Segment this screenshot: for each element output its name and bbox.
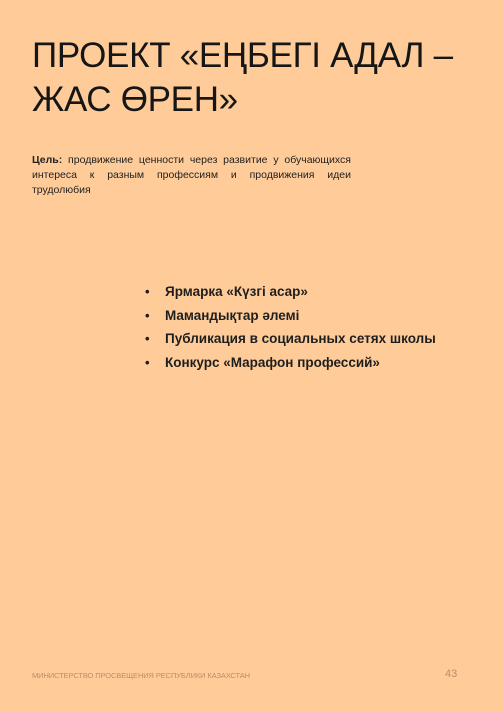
page-title-line-2: ЖАС ӨРЕН» [32, 80, 238, 119]
page-title [32, 34, 482, 122]
list-item-label: Публикация в социальных сетях школы [165, 331, 436, 346]
list-item-label: Ярмарка «Күзгі асар» [165, 284, 308, 299]
project-events-list [143, 280, 436, 374]
list-item-label: Конкурс «Марафон профессий» [165, 354, 380, 370]
goal-paragraph [32, 153, 351, 198]
goal-label: Цель: [32, 154, 63, 166]
bullet-icon: • [145, 331, 150, 346]
list-item [143, 351, 436, 375]
list-item-label: Мамандықтар әлемі [165, 307, 300, 323]
page-number: 43 [445, 668, 458, 680]
page-title-line-1: ПРОЕКТ «ЕҢБЕГІ АДАЛ – [32, 36, 453, 75]
footer-ministry-name: МИНИСТЕРСТВО ПРОСВЕЩЕНИЯ РЕСПУБЛИКИ КАЗАХСТАН [32, 671, 251, 680]
list-item [143, 327, 436, 351]
bullet-icon: • [145, 284, 150, 299]
bullet-icon: • [145, 354, 150, 370]
list-item [143, 304, 436, 328]
bullet-icon: • [145, 307, 150, 323]
goal-text: продвижение ценности через развитие у обучающихся интереса к разным профессиям и продвижения идеи трудолюбия [32, 154, 351, 196]
list-item [143, 280, 436, 304]
